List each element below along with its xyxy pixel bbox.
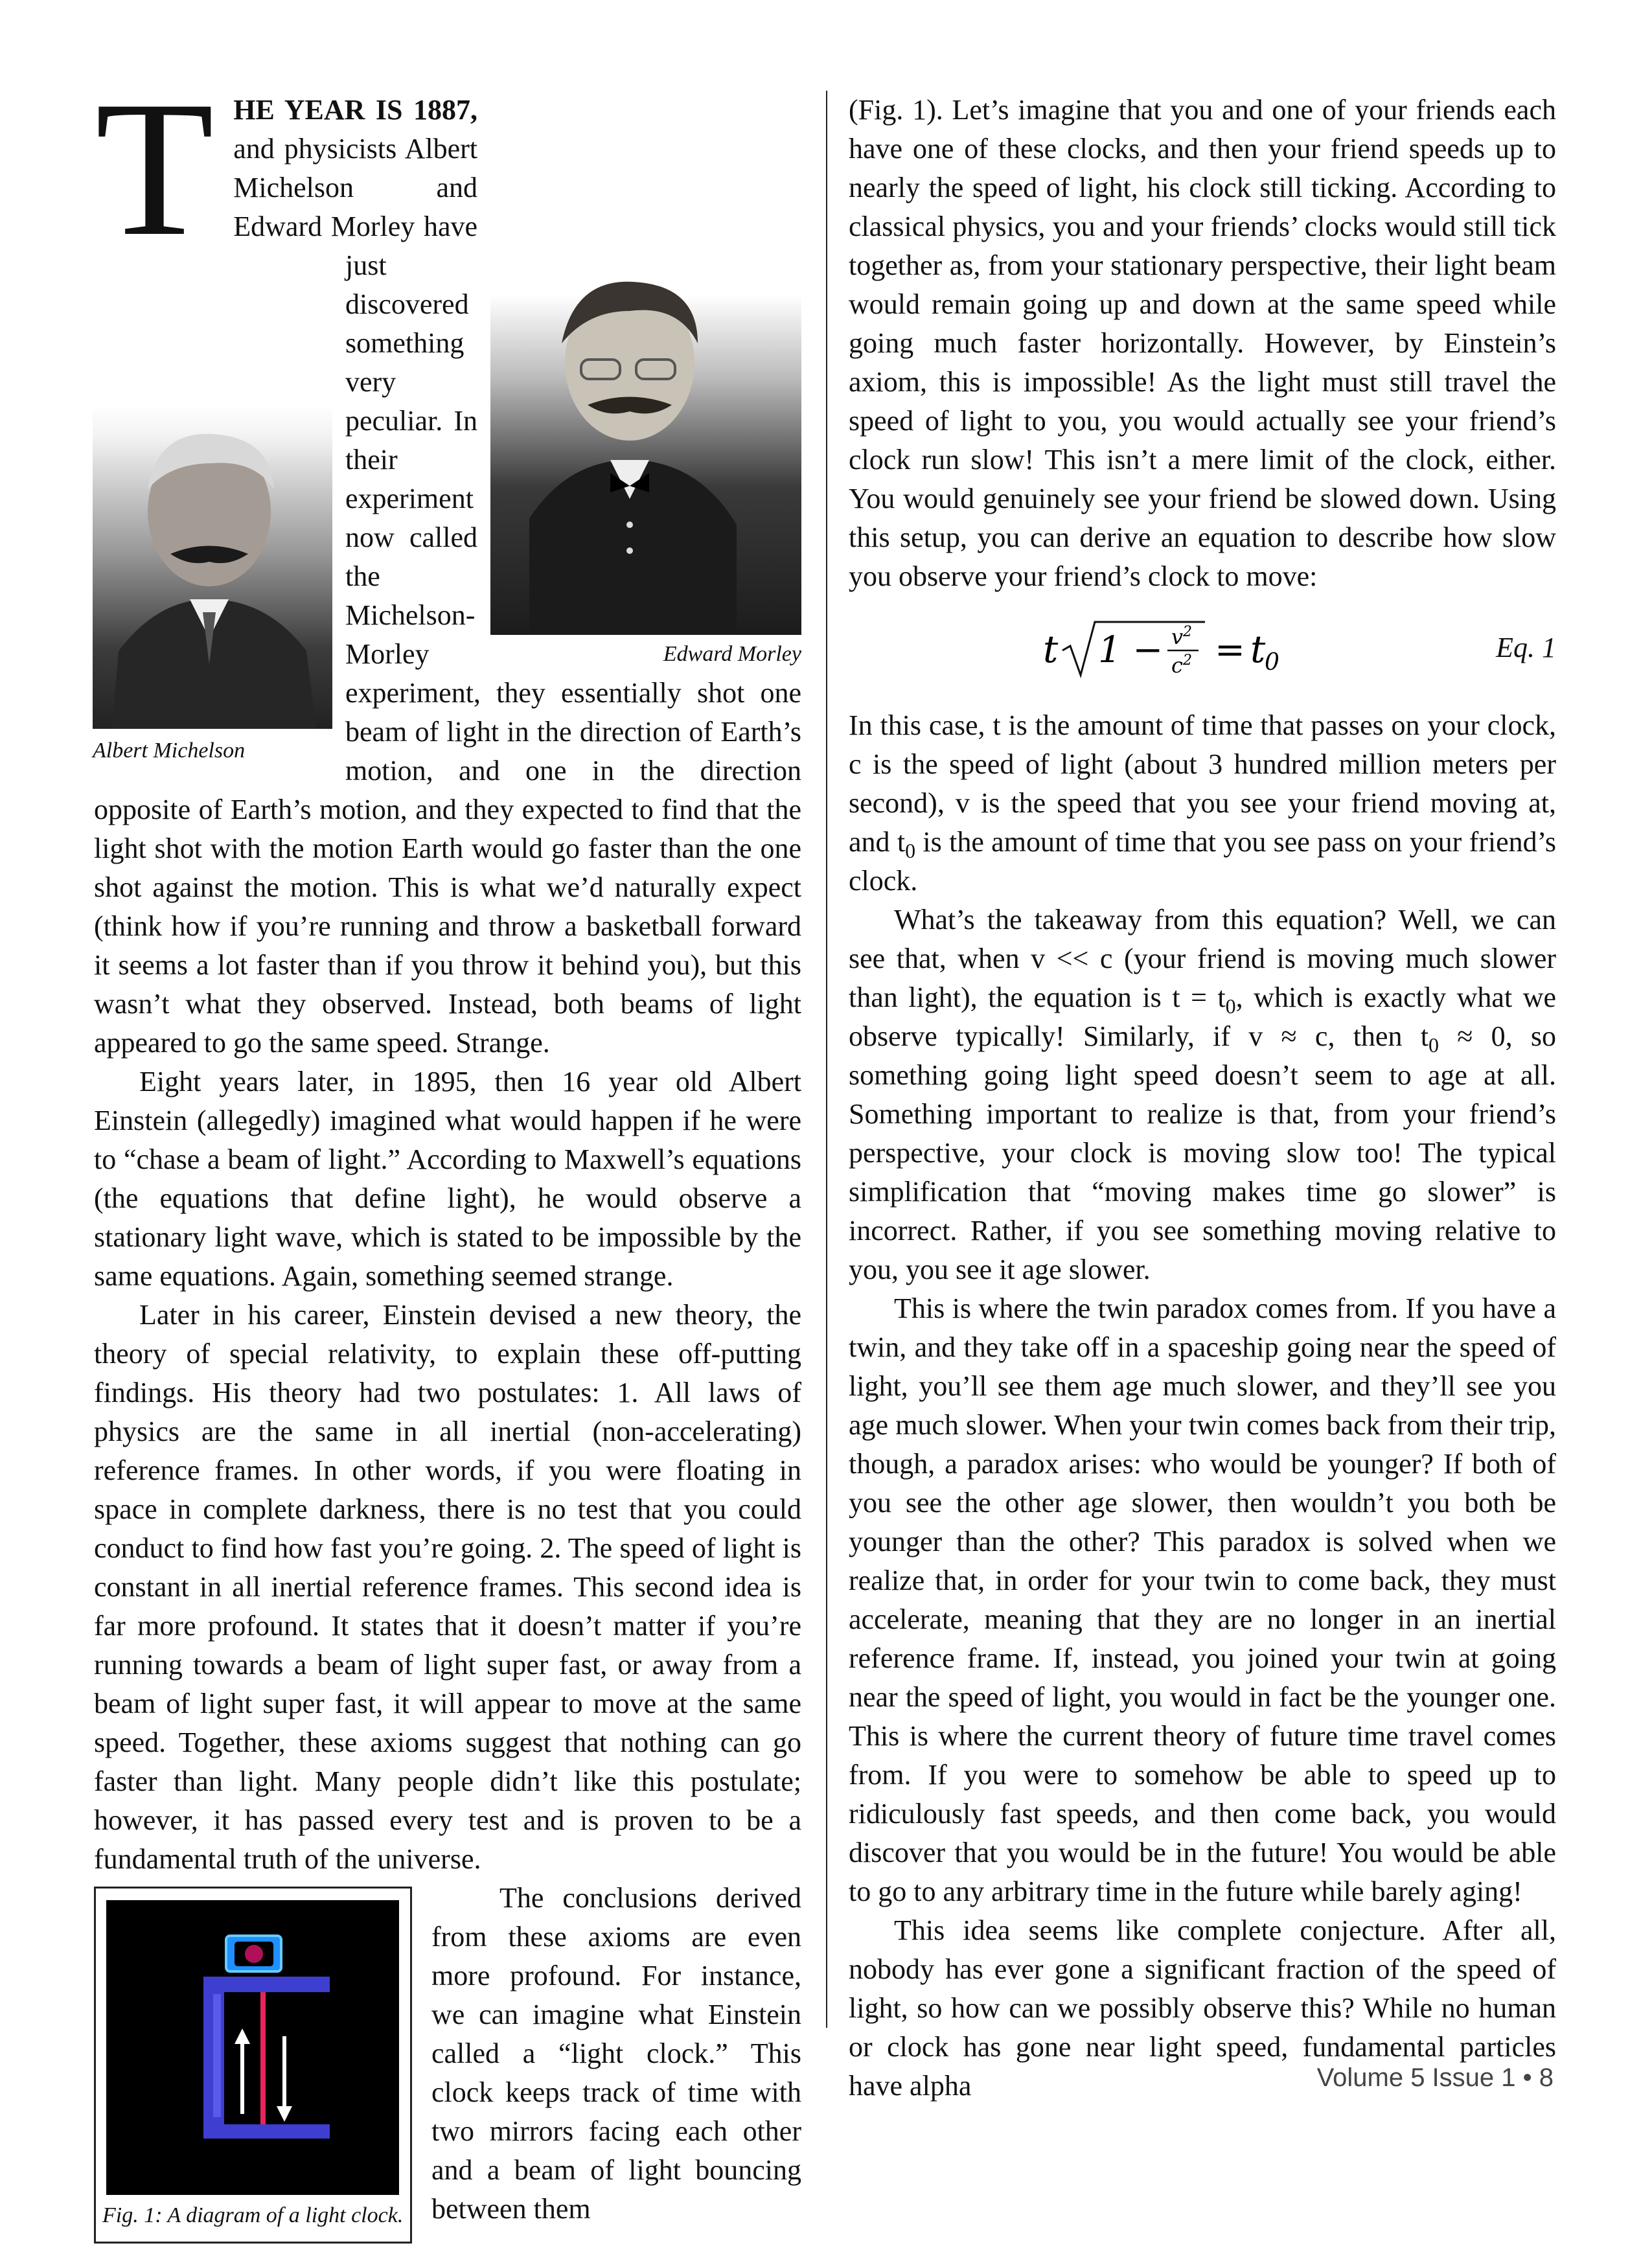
light-clock-diagram xyxy=(106,1900,399,2195)
equation-label: Eq. 1 xyxy=(1496,632,1556,663)
svg-text:c: c xyxy=(1171,653,1183,678)
svg-text:v: v xyxy=(1171,625,1184,649)
paragraph: This is where the twin paradox comes from. If you have a twin, and they take off in a spaceship going near the speed of light, you’ll see them age much slower, and they’ll see you age much slower. When your twin comes back from their trip, though, a paradox arises: who would be younger? If both of you see the other age slower, then wouldn’t you both be younger than the other? This paradox is solved when we realize that, in order for your twin to come back, they must accelerate, meaning that they are no longer in an inertial reference frame. If, instead, you joined your twin at going near the speed of light, you would in fact be the younger one. This is where the current theory of future time travel comes from. If you were to somehow be able to speed up to ridiculously fast speeds, and then come back, you would discover that you would be in the future! You would be able to go to any arbitrary time in the future while barely aging! xyxy=(849,1292,1556,1907)
michelson-caption: Albert Michelson xyxy=(93,739,246,763)
fig1-caption: Fig. 1: A diagram of a light clock. xyxy=(102,2203,404,2227)
left-column xyxy=(93,61,801,2250)
paragraph: (Fig. 1). Let’s imagine that you and one of your friends each have one of these clocks, and then your friend speeds up to nearly the speed of light, his clock still ticking. According to classical physics, you and your friends’ clocks would still tick together as, from your stationary perspective, their light beam would remain going up and down at the same speed while going much faster horizontally. However, by Einstein’s axiom, this is impossible! As the light must still travel the speed of light to you, you would actually see your friend’s clock run slow! This isn’t a mere limit of the clock, either. You would genuinely see your friend be slowed down. Using this setup, you can derive an equation to describe how slow you observe your friend’s clock to move: xyxy=(849,94,1556,592)
paragraph: This idea seems like complete conjecture. After all, nobody has ever gone a significant fraction of the speed of light, so how can we possibly observe this? While no human or clock has gone near light speed, fundamental particles have alpha xyxy=(849,1914,1556,2102)
equation-formula xyxy=(1043,617,1341,682)
lead-in: HE YEAR IS 1887, xyxy=(233,94,477,126)
equation-1 xyxy=(849,603,1556,700)
svg-text:0: 0 xyxy=(1265,649,1279,676)
paragraph: Eight years later, in 1895, then 16 year old Albert Einstein (allegedly) imagined what would happen if he were to “chase a beam of light.” According to Maxwell’s equations (the equations that define light), he would observe a stationary light wave, which is stated to be impossible by the same equations. Again, something seemed strange. xyxy=(94,1066,801,1292)
svg-text:2: 2 xyxy=(1183,624,1192,640)
light-clock-figure xyxy=(94,1887,412,2244)
svg-text:1 −: 1 − xyxy=(1098,629,1164,671)
svg-text:t: t xyxy=(1250,627,1266,671)
morley-figure xyxy=(490,266,801,671)
paragraph: What’s the takeaway from this equation? Well, we can see that, when v << c (your friend is moving much slower than light), the equation is $t = t_0$, which is exactly what we observe typically! Similarly, if v ≈ c, then $t_0 \approx 0$, so something going light speed doesn’t seem to age at all. Something important to realize is that, from your friend’s perspective, your clock is moving slow too! The typical simplification that “moving makes time go slower” is incorrect. Rather, if you see something moving relative to you, you see it age slower. xyxy=(849,904,1557,1285)
svg-text:t: t xyxy=(1043,627,1059,671)
drop-cap: T xyxy=(95,61,214,276)
morley-caption: Edward Morley xyxy=(663,642,801,666)
paragraph: Later in his career, Einstein devised a new theory, the theory of special relativity, to explain these off-putting findings. His theory had two postulates: 1. All laws of physics are the same in all inertial (non-accelerating) reference frames. In other words, if you were floating in space in complete darkness, there is no test that you could conduct to find how fast you’re going. 2. The speed of light is constant in all inertial reference frames. This second idea is far more profound. It states that it doesn’t matter if you’re running towards a beam of light super fast, or away from a beam of light super fast, it will appear to move at the same speed. Together, these axioms suggest that nothing can go faster than light. Many people didn’t like this postulate; however, it has passed every test and is proven to be a fundamental truth of the universe. xyxy=(94,1299,801,1875)
paragraph: The conclusions derived from these axioms are even more profound. For instance, we can imagine what Einstein called a “light clock.” This clock keeps track of time with two mirrors facing each other and a beam of light bouncing between them xyxy=(431,1882,801,2225)
michelson-photo xyxy=(93,405,332,729)
column-divider xyxy=(826,91,827,2028)
right-column xyxy=(849,91,1556,2106)
morley-photo xyxy=(490,266,801,635)
intro-paragraph: HE YEAR IS 1887, and physicists Albert Michelson and Edward Morley have just discovered something very peculiar. In their experiment now called the Michelson-Morley experiment, they essentially shot one beam of light in the direction of Earth’s motion, and one in the direction opposite of Earth’s motion, and they expected to find that the light shot with the motion Earth would go faster than the one shot against the motion. This is what we’d naturally expect (think how if you’re running and throw a basketball forward it seems a lot faster than if you throw it behind you), but this wasn’t what they observed. Instead, both beams of light appeared to go the same speed. Strange. xyxy=(94,94,801,1059)
svg-text:2: 2 xyxy=(1183,652,1192,669)
svg-text:=: = xyxy=(1215,629,1245,671)
michelson-figure xyxy=(93,405,332,771)
paragraph: In this case, t is the amount of time that passes on your clock, c is the speed of light (about 3 hundred million meters per second), v is the speed that you see your friend moving at, and $t_0$ is the amount of time that you see pass on your friend’s clock. xyxy=(849,709,1556,897)
page-footer: Volume 5 Issue 1 • 8 xyxy=(1316,2063,1554,2092)
